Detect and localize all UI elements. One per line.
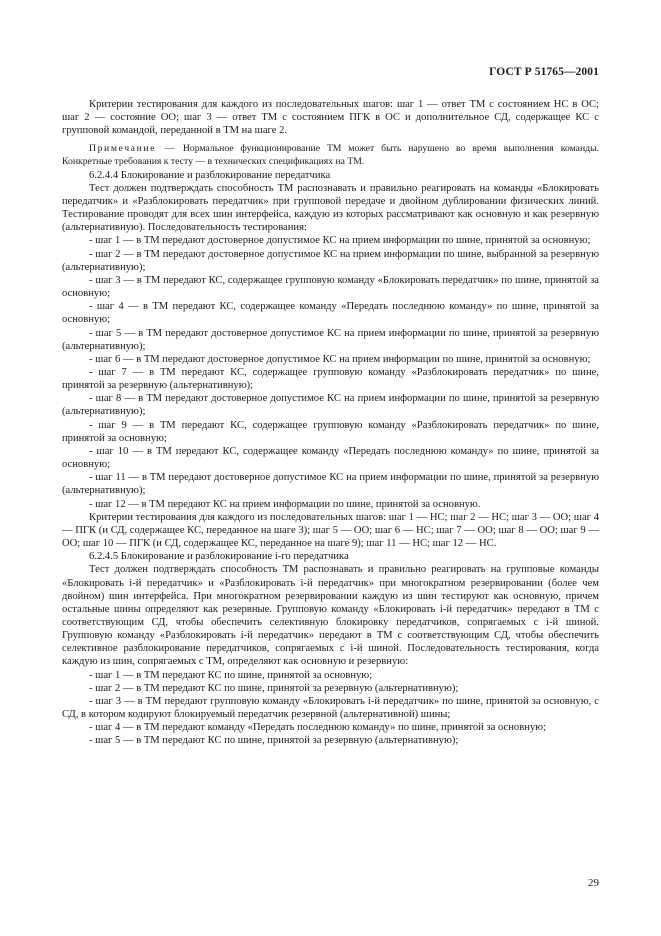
- section-heading: 6.2.4.4 Блокирование и разблокирование передатчика: [89, 169, 331, 181]
- paragraph: Критерии тестирования для каждого из последовательных шагов: шаг 1 — ответ ТМ с состоянием НС в ОС; шаг 2 — состояние ОО; шаг 3 — ответ ТМ с состоянием ПГК в ОС и дополнительное СД, содержащее КС с групповой командой, переданной в ТМ на шаге 2.: [62, 99, 599, 137]
- list-item: - шаг 3 — в ТМ передают групповую команду «Блокировать i-й передатчик» по шине, принятой за основную, с СД, в котором кодируют блокируемый передатчик резервной (альтернативной) шины;: [62, 695, 599, 721]
- note-text: Нормальное функционирование ТМ может быть нарушено во время выполнения команды. Конкретные требования к тесту — в технических спецификациях на ТМ.: [62, 143, 600, 168]
- paragraph: Тест должен подтверждать способность ТМ распознавать и правильно реагировать на групповые команды «Блокировать i-й передатчик» и «Разблокировать i-й передатчик» при многократном резервировании (более чем двойном) шин интерфейса. При многократном резервировании каждую из шин тестируют как основную, причем остальные шины определяют как резервные. Групповую команду «Блокировать i-й передатчик» передают в ТМ с соответствующим СД, чтобы обеспечить селективную блокировку передатчиков, сопрягаемых с i-й шиной. Групповую команду «Разблокировать i-й передатчик» передают в ТМ с соответствующим СД, чтобы обеспечить селективное разблокирование передатчиков, сопрягаемых с i-й шиной. Последовательность тестирования, когда каждую из шин, сопрягаемых с ТМ, определяют как основную и резервную:: [62, 564, 599, 668]
- list-item: - шаг 2 — в ТМ передают достоверное допустимое КС на прием информации по шине, выбранной за резервную (альтернативную);: [62, 248, 599, 273]
- note: [62, 143, 599, 168]
- list-item: - шаг 7 — в ТМ передают КС, содержащее групповую команду «Разблокировать передатчик» по шине, принятой за резервную (альтернативную);: [62, 367, 599, 392]
- list-item: - шаг 5 — в ТМ передают КС по шине, принятой за резервную (альтернативную);: [89, 735, 459, 747]
- list-item: - шаг 3 — в ТМ передают КС, содержащее групповую команду «Блокировать передатчик» по шине, принятой за основную;: [62, 274, 599, 300]
- list-item: - шаг 12 — в ТМ передают КС на прием информации по шине, принятой за основную.: [89, 498, 481, 510]
- paragraph: Критерии тестирования для каждого из последовательных шагов: шаг 1 — НС; шаг 2 — НС; шаг 3 — ОО; шаг 4 — ПГК (и СД, содержащее КС, переданное на шаге 3); шаг 5 — ОО; шаг 6 — НС; шаг 7 — ОО; шаг 8 — ОО; шаг 9 — ОО; шаг 10 — ПГК (и СД, содержащее КС, переданное на шаге 9); шаг 11 — НС; шаг 12 — НС.: [62, 511, 599, 550]
- list-item: - шаг 1 — в ТМ передают достоверное допустимое КС на прием информации по шине, принятой за основную;: [89, 235, 591, 247]
- paragraph: Тест должен подтверждать способность ТМ распознавать и правильно реагировать на команды «Блокировать передатчик» и «Разблокировать передатчик» при групповой передаче и двойном дублировании физических линий. Тестирование проводят для всех шин интерфейса, каждую из которых рассматривают как основную и как резервную (альтернативную). Последовательность тестирования:: [62, 182, 599, 234]
- document-body: [62, 98, 599, 748]
- note-label: Примечание —: [89, 143, 176, 155]
- list-item: - шаг 8 — в ТМ передают достоверное допустимое КС на прием информации по шине, принятой за резервную (альтернативную);: [62, 393, 599, 418]
- list-item: - шаг 11 — в ТМ передают достоверное допустимое КС на прием информации по шине, принятой за резервную (альтернативную);: [62, 472, 599, 497]
- list-item: - шаг 9 — в ТМ передают КС, содержащее групповую команду «Разблокировать передатчик» по шине, принятой за основную;: [62, 419, 599, 444]
- page-number: 29: [588, 877, 599, 889]
- section-heading: 6.2.4.5 Блокирование и разблокирование i-го передатчика: [89, 551, 349, 563]
- list-item: - шаг 2 — в ТМ передают КС по шине, принятой за резервную (альтернативную);: [89, 682, 459, 694]
- list-item: - шаг 10 — в ТМ передают КС, содержащее команду «Передать последнюю команду» по шине, принятой за основную;: [62, 445, 599, 471]
- list-item: - шаг 5 — в ТМ передают достоверное допустимое КС на прием информации по шине, принятой за резервную (альтернативную);: [62, 327, 599, 352]
- list-item: - шаг 4 — в ТМ передают КС, содержащее команду «Передать последнюю команду» по шине, принятой за основную;: [62, 301, 599, 326]
- list-item: - шаг 1 — в ТМ передают КС по шине, принятой за основную;: [89, 669, 373, 681]
- standard-header: ГОСТ Р 51765—2001: [489, 66, 599, 78]
- list-item: - шаг 6 — в ТМ передают достоверное допустимое КС на прием информации по шине, принятой за основную;: [89, 353, 591, 365]
- list-item: - шаг 4 — в ТМ передают команду «Передать последнюю команду» по шине, принятой за основную;: [89, 722, 547, 734]
